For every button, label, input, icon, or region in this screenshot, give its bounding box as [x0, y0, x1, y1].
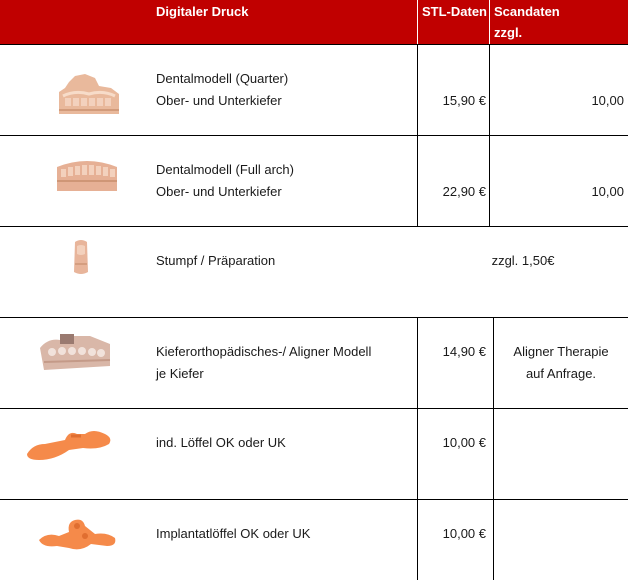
- row-divider: [0, 408, 628, 409]
- implant-tray-image: [35, 514, 120, 554]
- row-divider: [0, 226, 628, 227]
- header-divider: [417, 0, 418, 44]
- row-divider: [0, 44, 628, 45]
- aligner-therapy-note: Aligner Therapie: [513, 344, 609, 359]
- die-stump-image: [71, 238, 91, 276]
- stl-price: 22,90 €: [442, 184, 486, 199]
- header-stl: STL-Daten: [422, 4, 487, 19]
- row-divider: [0, 499, 628, 500]
- row-description: Ober- und Unterkiefer: [156, 184, 282, 199]
- scan-price: 10,00: [591, 184, 624, 199]
- row-description: je Kiefer: [156, 366, 204, 381]
- aligner-therapy-note: auf Anfrage.: [525, 366, 597, 381]
- custom-tray-image: [25, 424, 115, 464]
- stl-price: 10,00 €: [442, 435, 486, 450]
- row-description: Stumpf / Präparation: [156, 253, 276, 268]
- scan-price: 10,00: [591, 93, 624, 108]
- header-product: Digitaler Druck: [156, 4, 249, 19]
- stl-price: 10,00 €: [442, 526, 486, 541]
- dental-model-quarter-image: [55, 70, 125, 120]
- header-divider: [489, 0, 490, 44]
- row-divider: [0, 135, 628, 136]
- row-description: Dentalmodell (Quarter): [156, 71, 289, 86]
- row-description: Implantatlöffel OK oder UK: [156, 526, 311, 541]
- stl-price: 14,90 €: [442, 344, 486, 359]
- stl-price: 15,90 €: [442, 93, 486, 108]
- row-description: Dentalmodell (Full arch): [156, 162, 294, 177]
- header-scan: Scandaten: [494, 4, 560, 19]
- row-description: ind. Löffel OK oder UK: [156, 435, 286, 450]
- aligner-model-image: [38, 330, 113, 372]
- row-description: Ober- und Unterkiefer: [156, 93, 282, 108]
- row-description: Kieferorthopädisches-/ Aligner Modell: [156, 344, 372, 359]
- row-divider: [0, 317, 628, 318]
- stump-surcharge: zzgl. 1,50€: [491, 253, 555, 268]
- dental-model-full-arch-image: [55, 157, 120, 193]
- header-scan-surcharge: zzgl.: [494, 25, 523, 40]
